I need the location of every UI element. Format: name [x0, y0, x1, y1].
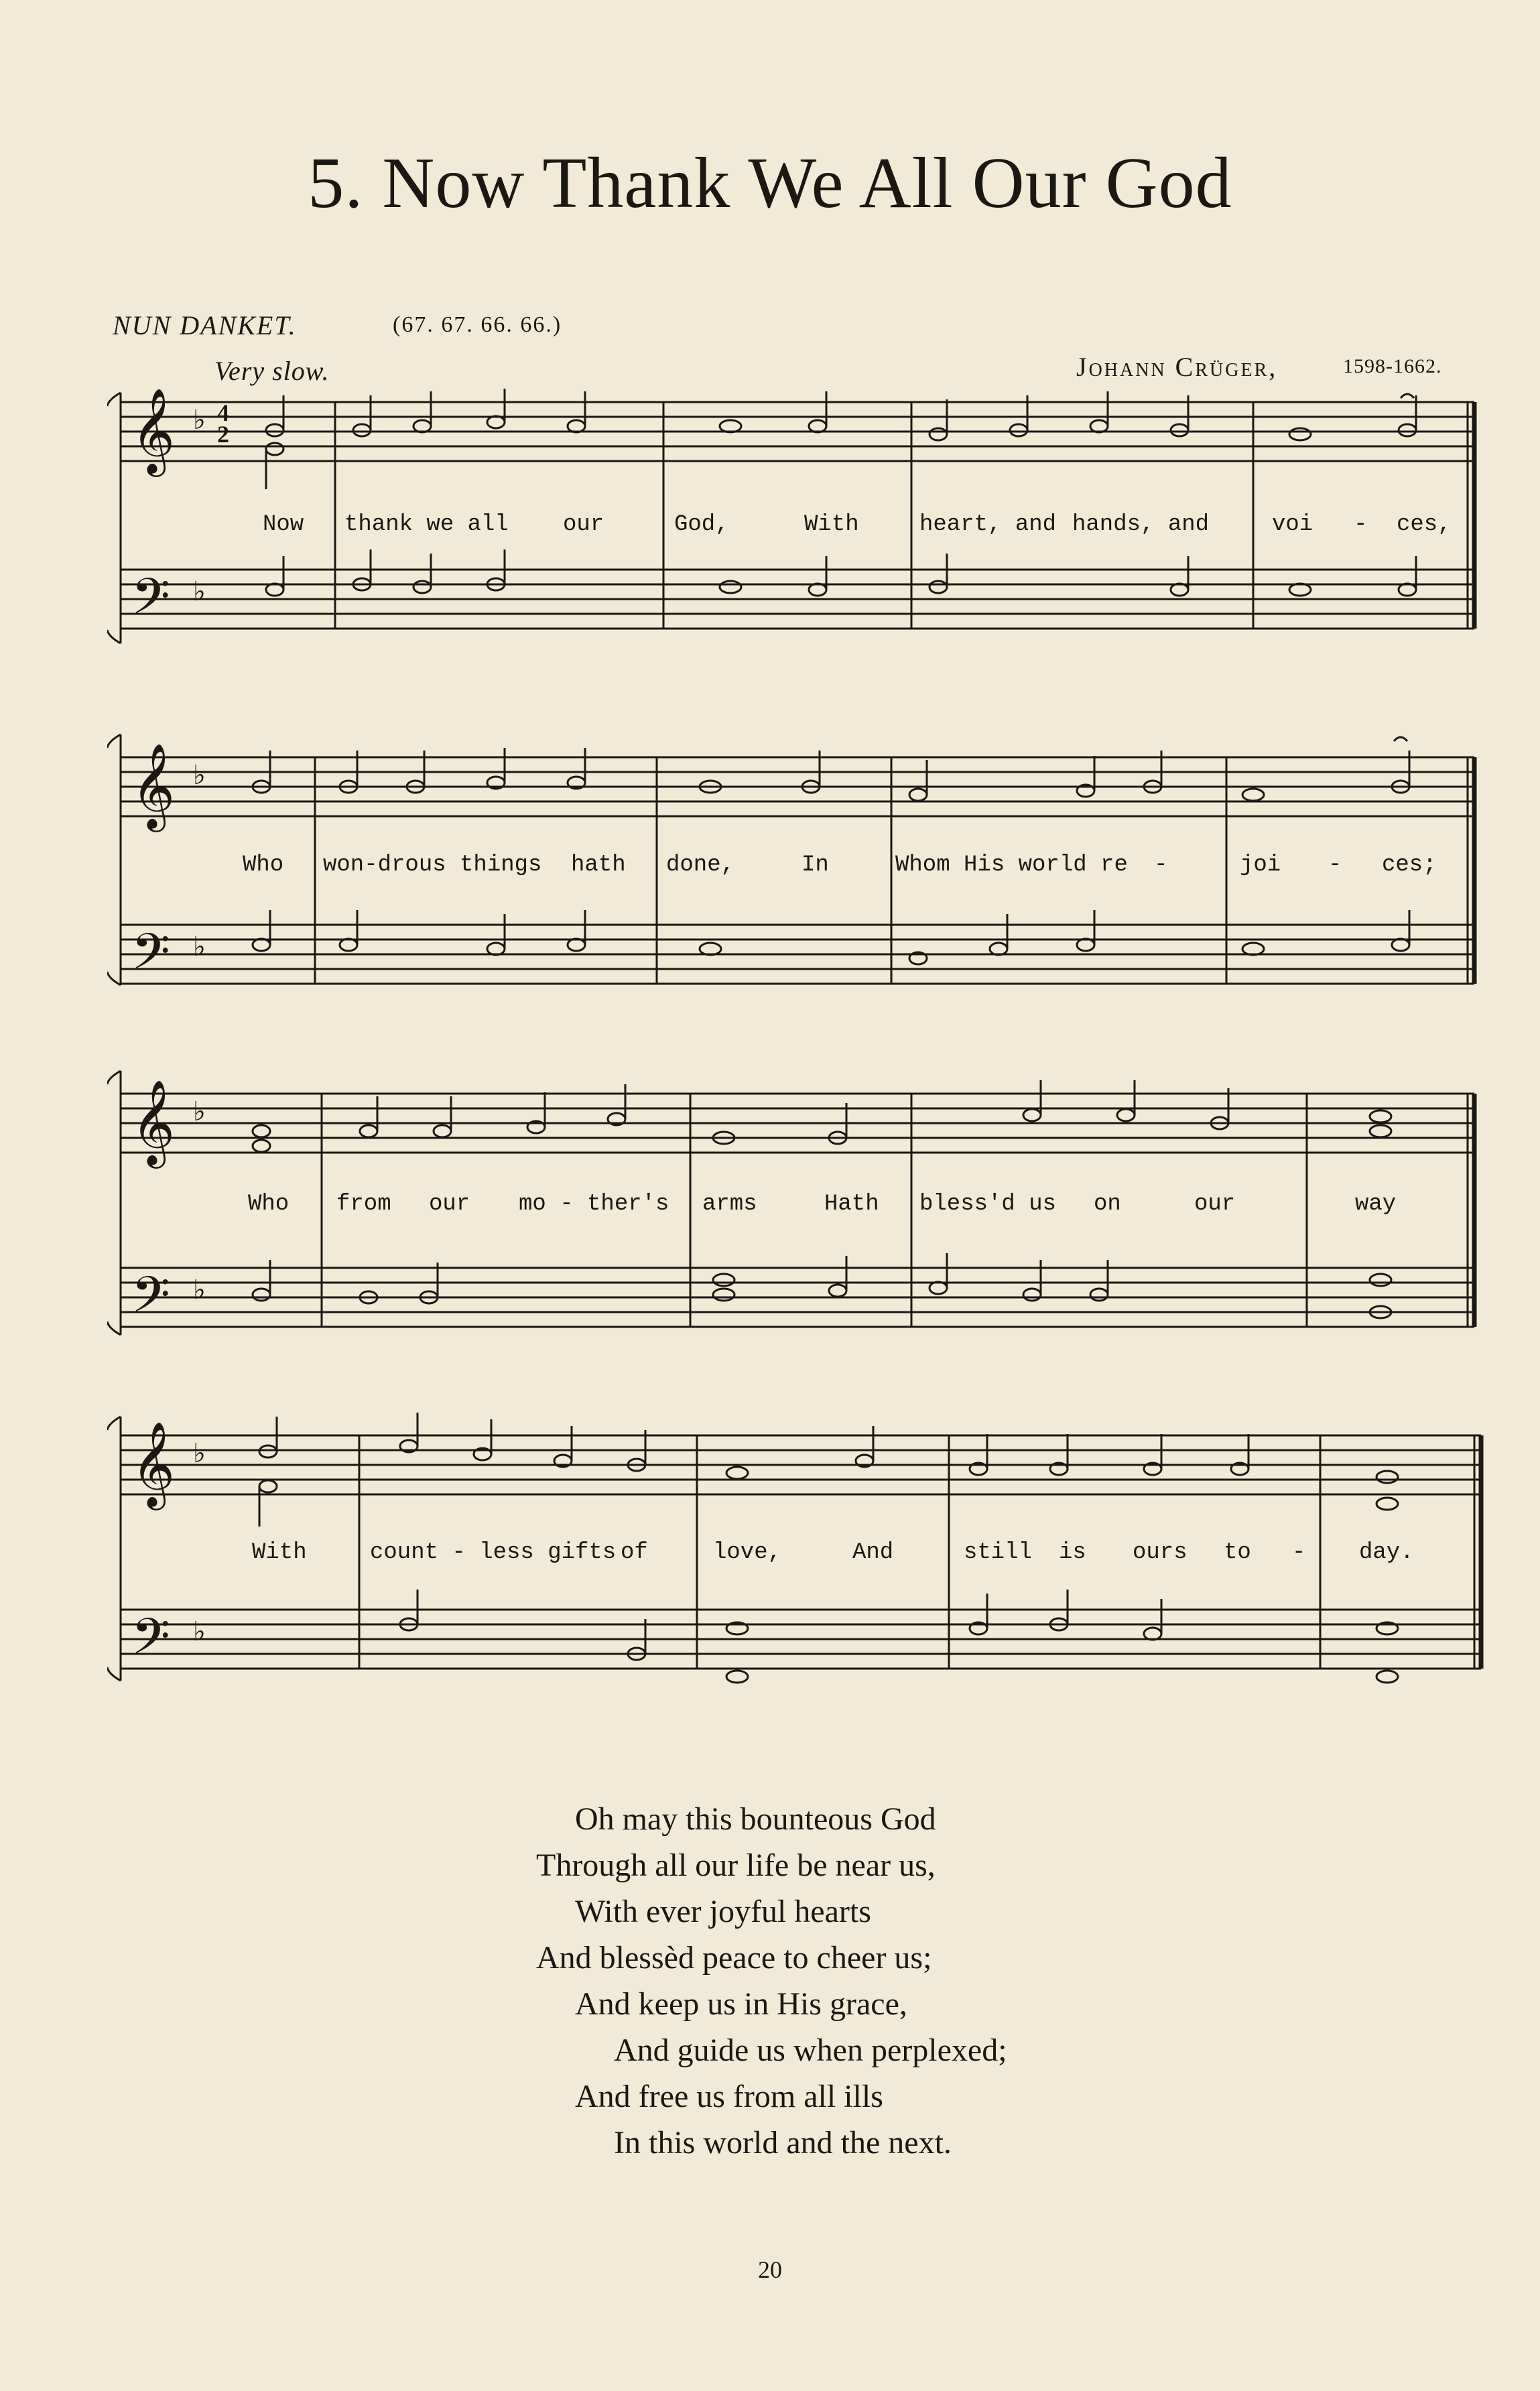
music-system-2	[107, 730, 1488, 998]
lyric-syllable: ces,	[1397, 512, 1452, 537]
stanza-line: And free us from all ills	[575, 2079, 883, 2114]
lyric-syllable: thank we all	[344, 512, 509, 537]
svg-text:♭: ♭	[193, 760, 206, 791]
lyric-syllable: our	[563, 512, 604, 537]
lyric-syllable: heart, and	[919, 512, 1057, 537]
svg-text:𝄢: 𝄢	[131, 1266, 170, 1336]
hymn-stanza	[536, 1796, 1007, 2166]
stanza-line: Oh may this bounteous God	[575, 1801, 936, 1837]
svg-text:♭: ♭	[193, 405, 206, 436]
meter: (67. 67. 66. 66.)	[393, 312, 562, 337]
svg-text:𝄞: 𝄞	[131, 742, 176, 828]
lyric-syllable: Hath	[824, 1191, 879, 1217]
stanza-line: And blessèd peace to cheer us;	[536, 1940, 932, 1976]
lyric-syllable: count - less gifts	[370, 1540, 617, 1565]
svg-text:𝄞: 𝄞	[131, 1079, 176, 1165]
lyric-syllable: -	[1354, 512, 1368, 537]
lyric-syllable: voi	[1272, 512, 1313, 537]
lyric-syllable: from	[336, 1191, 391, 1217]
svg-text:♭: ♭	[193, 576, 206, 607]
lyric-syllable: Who	[248, 1191, 290, 1217]
tempo-marking: Very slow.	[214, 356, 330, 386]
stanza-line: And guide us when perplexed;	[614, 2032, 1007, 2068]
music-system-4	[107, 1413, 1488, 1694]
hymn-title: 5. Now Thank We All Our God	[308, 143, 1232, 223]
lyric-syllable: With	[804, 512, 859, 537]
lyric-syllable: way	[1355, 1191, 1397, 1217]
svg-text:4: 4	[217, 399, 229, 426]
svg-text:2: 2	[217, 421, 229, 448]
lyric-syllable: our	[429, 1191, 470, 1217]
lyric-syllable: to	[1224, 1540, 1251, 1565]
music-system-1	[107, 389, 1488, 657]
lyric-syllable: And	[852, 1540, 894, 1565]
svg-text:𝄞: 𝄞	[131, 389, 176, 473]
svg-text:𝄢: 𝄢	[131, 1608, 170, 1678]
lyric-syllable: -	[1292, 1540, 1306, 1565]
svg-text:𝄢: 𝄢	[131, 923, 170, 993]
svg-text:♭: ♭	[193, 1438, 206, 1469]
svg-text:𝄞: 𝄞	[131, 1421, 176, 1506]
lyric-syllable: arms	[702, 1191, 757, 1217]
composer: Johann Crüger,	[1076, 352, 1278, 382]
lyric-syllable: -	[1154, 852, 1168, 878]
lyric-syllable: -	[1328, 852, 1342, 878]
lyric-syllable: our	[1194, 1191, 1236, 1217]
lyric-syllable: Whom His world re	[895, 852, 1128, 878]
lyric-syllable: hath	[571, 852, 626, 878]
lyric-syllable: God,	[674, 512, 729, 537]
lyric-syllable: ours	[1133, 1540, 1188, 1565]
lyric-syllable: on	[1094, 1191, 1121, 1217]
lyric-syllable: of	[621, 1540, 648, 1565]
lyric-syllable: bless'd us	[919, 1191, 1057, 1217]
lyric-syllable: With	[252, 1540, 307, 1565]
svg-text:♭: ♭	[193, 1616, 206, 1647]
music-system-3	[107, 1067, 1488, 1348]
svg-text:♭: ♭	[193, 1096, 206, 1127]
lyric-syllable: love,	[713, 1540, 782, 1565]
lyric-syllable: won-drous things	[323, 852, 542, 878]
stanza-line: With ever joyful hearts	[575, 1894, 871, 1929]
staff-drawing	[107, 1067, 1488, 1348]
svg-text:𝄢: 𝄢	[131, 568, 170, 638]
lyric-syllable: hands, and	[1072, 512, 1210, 537]
lyric-syllable: done,	[666, 852, 735, 878]
lyric-syllable: still	[964, 1540, 1033, 1565]
lyric-syllable: mo - ther's	[519, 1191, 669, 1217]
page-number: 20	[758, 2256, 782, 2283]
lyric-syllable: In	[801, 852, 829, 878]
composer-dates: 1598-1662.	[1343, 355, 1442, 377]
staff-drawing	[107, 1413, 1488, 1694]
lyric-syllable: is	[1059, 1540, 1086, 1565]
svg-text:♭: ♭	[193, 931, 206, 962]
lyric-syllable: ces;	[1382, 852, 1437, 878]
lyric-syllable: joi	[1240, 852, 1281, 878]
lyric-syllable: Who	[243, 852, 284, 878]
stanza-line: Through all our life be near us,	[536, 1848, 936, 1883]
stanza-line: In this world and the next.	[614, 2125, 952, 2160]
svg-text:♭: ♭	[193, 1275, 206, 1305]
tune-name: NUN DANKET.	[113, 310, 297, 340]
lyric-syllable: Now	[263, 512, 304, 537]
stanza-line: And keep us in His grace,	[575, 1986, 907, 2022]
lyric-syllable: day.	[1359, 1540, 1414, 1565]
